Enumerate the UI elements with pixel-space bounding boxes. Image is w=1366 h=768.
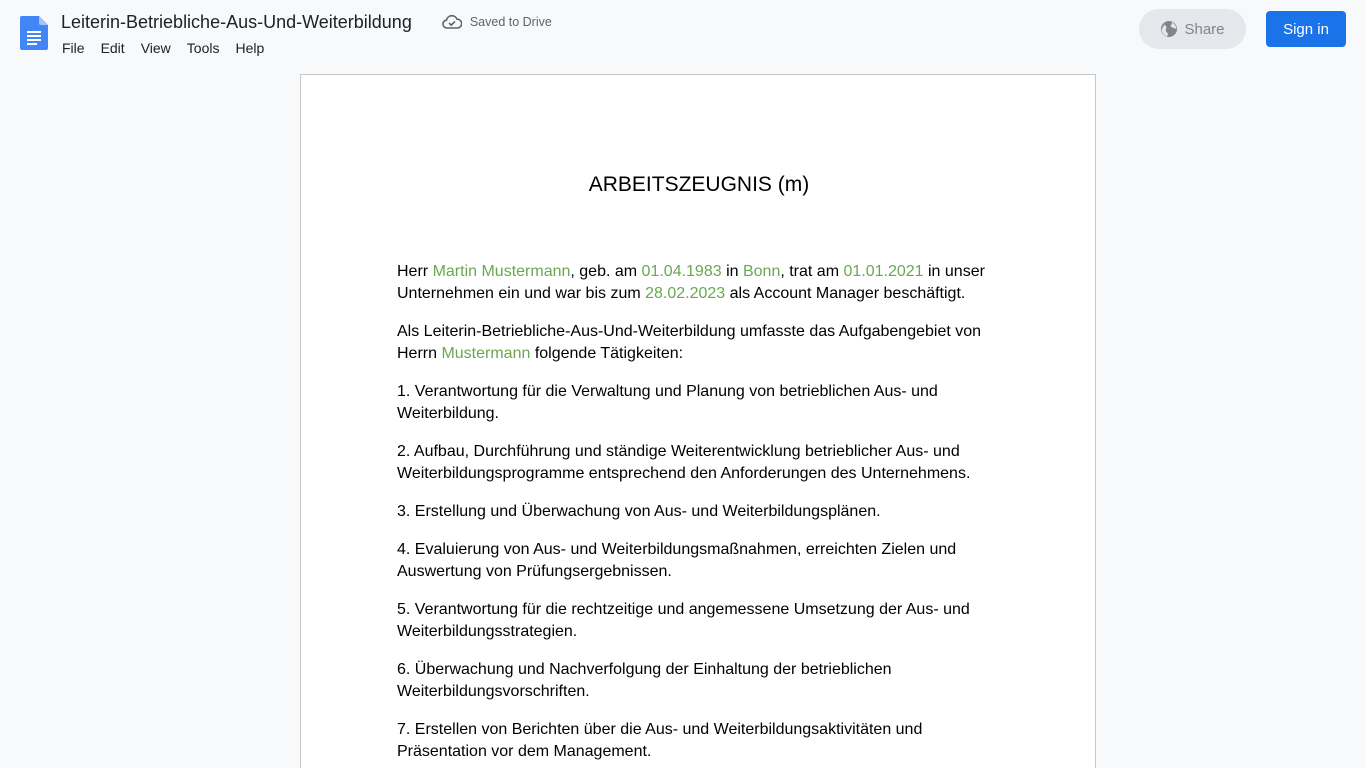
- task-item: 4. Evaluierung von Aus- und Weiterbildungsmaßnahmen, erreichten Zielen und Auswertung von Prüfungsergebnissen.: [397, 541, 957, 580]
- birth-date: 01.04.1983: [641, 263, 722, 280]
- intro-text: in: [721, 263, 743, 280]
- employee-name: Martin Mustermann: [432, 263, 571, 280]
- cloud-done-icon: [442, 15, 462, 29]
- task-item: 6. Überwachung und Nachverfolgung der Einhaltung der betrieblichen Weiterbildungsvorschriften.: [397, 661, 892, 700]
- menu-file[interactable]: File: [62, 40, 85, 56]
- google-docs-icon[interactable]: [20, 16, 48, 50]
- menu-tools[interactable]: Tools: [186, 40, 220, 56]
- document-page[interactable]: [300, 74, 1096, 768]
- menu-help[interactable]: Help: [235, 40, 265, 56]
- share-label: Share: [1184, 20, 1225, 38]
- title-row: [61, 10, 552, 34]
- share-button[interactable]: [1139, 9, 1246, 49]
- menu-view[interactable]: View: [140, 40, 171, 56]
- scope-text: folgende Tätigkeiten:: [530, 345, 684, 362]
- intro-text: Herr: [397, 263, 433, 280]
- document-title[interactable]: Leiterin-Betriebliche-Aus-Und-Weiterbildung: [61, 12, 412, 32]
- intro-text: , trat am: [780, 263, 844, 280]
- start-date: 01.01.2021: [843, 263, 924, 280]
- menu-edit[interactable]: Edit: [100, 40, 125, 56]
- scope-paragraph: [397, 321, 997, 365]
- save-status[interactable]: [442, 15, 552, 29]
- task-item: 7. Erstellen von Berichten über die Aus- und Weiterbildungsaktivitäten und Präsentation vor dem Management.: [397, 721, 923, 760]
- intro-paragraph: [397, 261, 997, 305]
- menu-bar: [54, 36, 272, 60]
- task-item: 5. Verantwortung für die rechtzeitige und angemessene Umsetzung der Aus- und Weiterbildungsstrategien.: [397, 601, 970, 640]
- task-item: 3. Erstellung und Überwachung von Aus- und Weiterbildungsplänen.: [397, 503, 881, 520]
- sign-in-button[interactable]: Sign in: [1266, 11, 1346, 47]
- document-heading: ARBEITSZEUGNIS (m): [588, 173, 810, 196]
- intro-text: , geb. am: [570, 263, 642, 280]
- intro-text: in unser Unternehmen ein und war bis zum: [397, 263, 985, 302]
- save-status-label: Saved to Drive: [469, 15, 552, 29]
- end-date: 28.02.2023: [645, 285, 726, 302]
- scope-text: Als Leiterin-Betriebliche-Aus-Und-Weiterbildung umfasste das Aufgabengebiet von Herrn: [397, 323, 982, 362]
- intro-text: als Account Manager beschäftigt.: [725, 285, 966, 302]
- top-bar: [0, 0, 1366, 64]
- task-item: 2. Aufbau, Durchführung und ständige Weiterentwicklung betrieblicher Aus- und Weiterbildungsprogramme entsprechend den Anforderungen des Unternehmens.: [397, 443, 971, 482]
- document-body: [397, 261, 997, 768]
- globe-icon: [1160, 20, 1178, 38]
- birth-place: Bonn: [742, 263, 781, 280]
- employee-surname: Mustermann: [441, 345, 531, 362]
- task-item: 1. Verantwortung für die Verwaltung und Planung von betrieblichen Aus- und Weiterbildung.: [397, 383, 938, 422]
